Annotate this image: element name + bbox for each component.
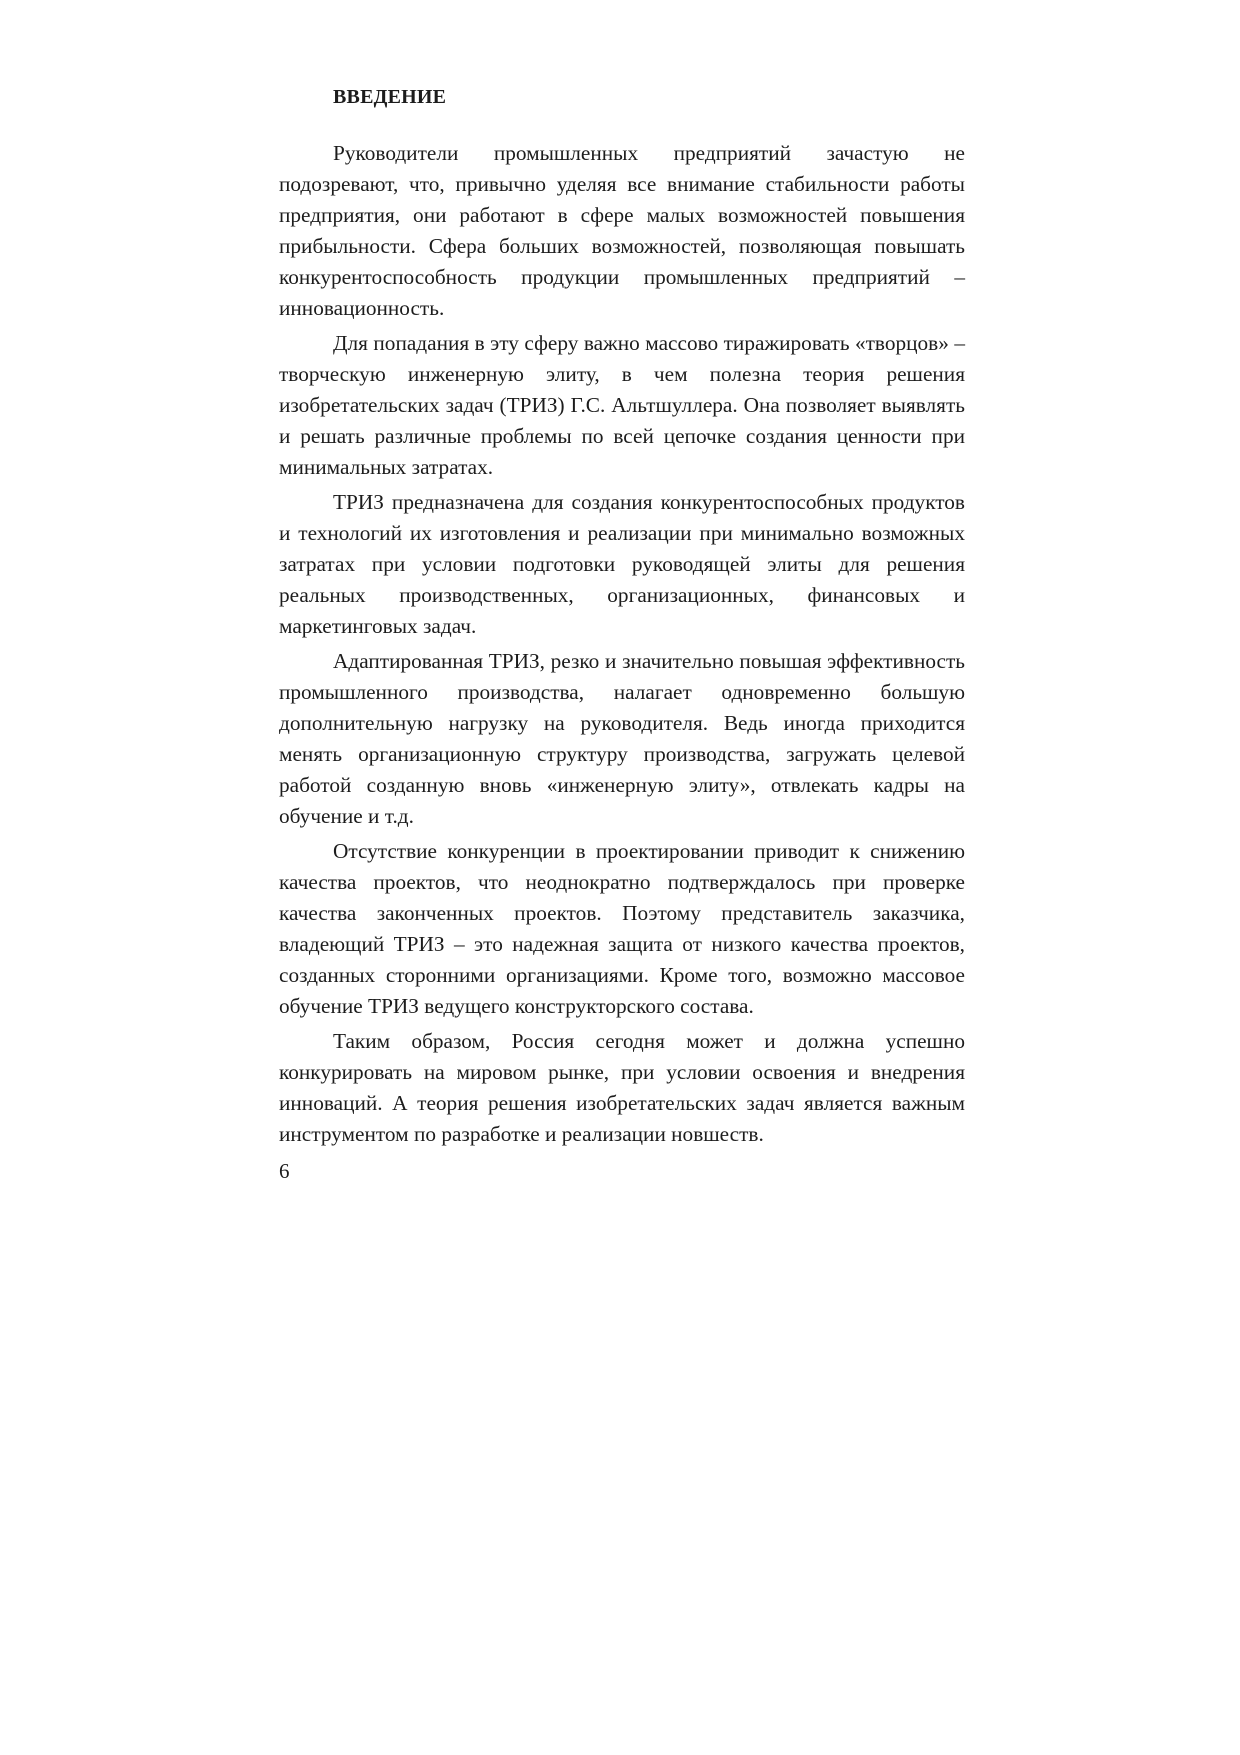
body-text [279,138,965,1150]
paragraph: Руководители промышленных предприятий зачастую не подозревают, что, привычно уделяя все внимание стабильности работы предприятия, они работают в сфере малых возможностей повышения прибыльности. Сфера больших возможностей, позволяющая повышать конкурентоспособность продукции промышленных предприятий – инновационность. [279,141,965,320]
paragraph: Адаптированная ТРИЗ, резко и значительно повышая эффективность промышленного производства, налагает одновременно большую дополнительную нагрузку на руководителя. Ведь иногда приходится менять организационную структуру производства, загружать целевой работой созданную вновь «инженерную элиту», отвлекать кадры на обучение и т.д. [279,649,965,828]
page-number: 6 [279,1159,290,1183]
paragraph: Отсутствие конкуренции в проектировании приводит к снижению качества проектов, что неоднократно подтверждалось при проверке качества законченных проектов. Поэтому представитель заказчика, владеющий ТРИЗ – это надежная защита от низкого качества проектов, созданных сторонними организациями. Кроме того, возможно массовое обучение ТРИЗ ведущего конструкторского состава. [279,839,965,1018]
paragraph: Таким образом, Россия сегодня может и должна успешно конкурировать на мировом рынке, при условии освоения и внедрения инноваций. А теория решения изобретательских задач является важным инструментом по разработке и реализации новшеств. [279,1029,965,1146]
paragraph: Для попадания в эту сферу важно массово тиражировать «творцов» – творческую инженерную элиту, в чем полезна теория решения изобретательских задач (ТРИЗ) Г.С. Альтшуллера. Она позволяет выявлять и решать различные проблемы по всей цепочке создания ценности при минимальных затратах. [279,331,965,479]
section-heading: ВВЕДЕНИЕ [333,86,447,108]
paragraph: ТРИЗ предназначена для создания конкурентоспособных продуктов и технологий их изготовления и реализации при минимально возможных затратах при условии подготовки руководящей элиты для решения реальных производственных, организационных, финансовых и маркетинговых задач. [279,490,965,638]
text-column [279,78,965,1154]
